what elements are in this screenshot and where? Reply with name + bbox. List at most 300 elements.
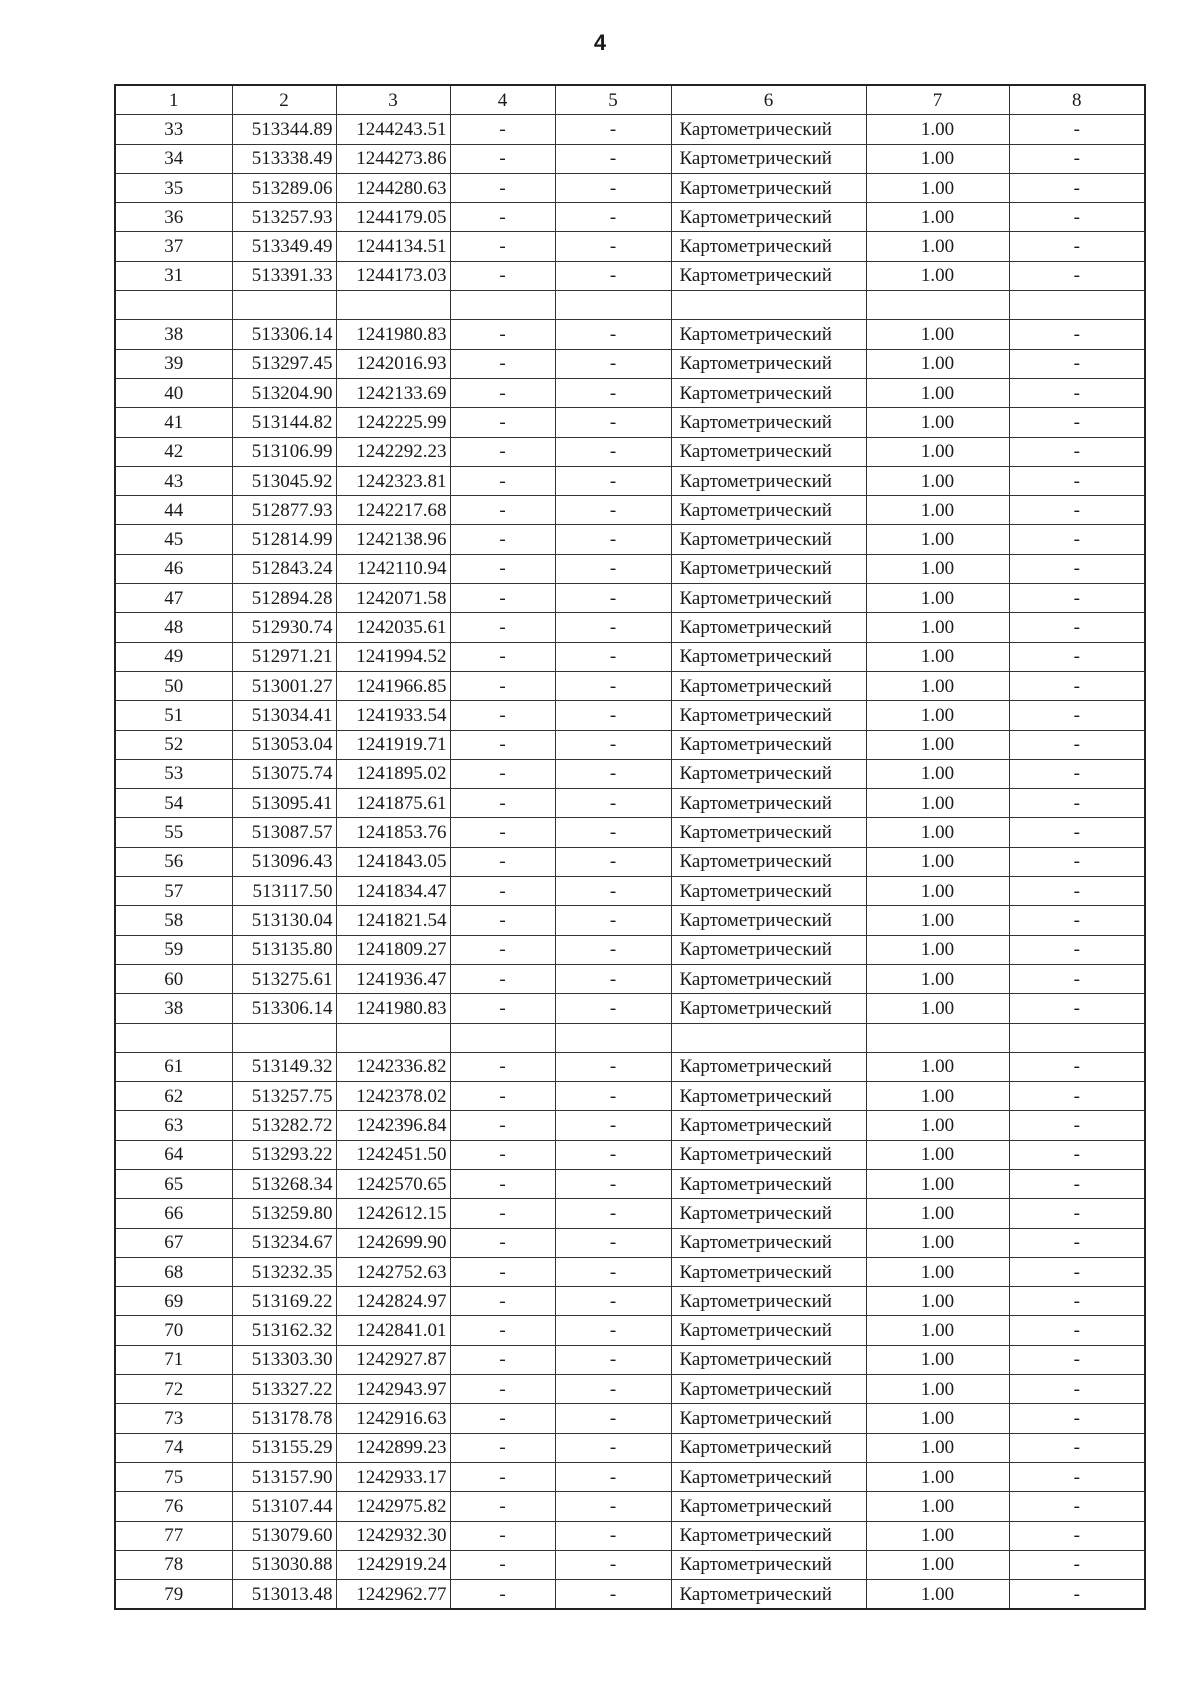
- col4-cell: -: [450, 437, 555, 466]
- accuracy-cell: 1.00: [866, 1052, 1009, 1081]
- table-row: [115, 1228, 1145, 1257]
- point-number-cell: 36: [115, 203, 232, 232]
- col5-cell: -: [555, 847, 671, 876]
- col4-cell: -: [450, 847, 555, 876]
- x-coordinate-cell: 513232.35: [232, 1257, 336, 1286]
- method-cell: Картометрический: [671, 642, 866, 671]
- col4-cell: -: [450, 320, 555, 349]
- col5-cell: -: [555, 671, 671, 700]
- accuracy-cell: 1.00: [866, 671, 1009, 700]
- col8-cell: -: [1009, 1521, 1145, 1550]
- method-cell: Картометрический: [671, 173, 866, 202]
- table-row: [115, 818, 1145, 847]
- x-coordinate-cell: 513135.80: [232, 935, 336, 964]
- col4-cell: -: [450, 671, 555, 700]
- accuracy-cell: 1.00: [866, 789, 1009, 818]
- col8-cell: -: [1009, 496, 1145, 525]
- method-cell: Картометрический: [671, 1199, 866, 1228]
- x-coordinate-cell: 513178.78: [232, 1404, 336, 1433]
- y-coordinate-cell: 1241875.61: [336, 789, 450, 818]
- method-cell: Картометрический: [671, 525, 866, 554]
- method-cell: Картометрический: [671, 1345, 866, 1374]
- method-cell: Картометрический: [671, 671, 866, 700]
- col4-cell: -: [450, 466, 555, 495]
- method-cell: Картометрический: [671, 584, 866, 613]
- method-cell: Картометрический: [671, 349, 866, 378]
- col4-cell: -: [450, 115, 555, 144]
- point-number-cell: 56: [115, 847, 232, 876]
- y-coordinate-cell: 1244243.51: [336, 115, 450, 144]
- accuracy-cell: 1.00: [866, 1433, 1009, 1462]
- accuracy-cell: 1.00: [866, 613, 1009, 642]
- point-number-cell: 67: [115, 1228, 232, 1257]
- y-coordinate-cell: 1242016.93: [336, 349, 450, 378]
- col5-cell: -: [555, 1433, 671, 1462]
- col8-cell: -: [1009, 935, 1145, 964]
- x-coordinate-cell: 513306.14: [232, 320, 336, 349]
- y-coordinate-cell: [336, 291, 450, 320]
- point-number-cell: 46: [115, 554, 232, 583]
- point-number-cell: 65: [115, 1169, 232, 1198]
- table-row: [115, 115, 1145, 144]
- col8-cell: -: [1009, 144, 1145, 173]
- col8-cell: -: [1009, 613, 1145, 642]
- col4-cell: -: [450, 906, 555, 935]
- col5-cell: -: [555, 1375, 671, 1404]
- col4-cell: -: [450, 1169, 555, 1198]
- method-cell: Картометрический: [671, 1082, 866, 1111]
- x-coordinate-cell: 513130.04: [232, 906, 336, 935]
- point-number-cell: 42: [115, 437, 232, 466]
- method-cell: Картометрический: [671, 935, 866, 964]
- col8-cell: -: [1009, 173, 1145, 202]
- accuracy-cell: 1.00: [866, 437, 1009, 466]
- accuracy-cell: 1.00: [866, 1169, 1009, 1198]
- y-coordinate-cell: 1241809.27: [336, 935, 450, 964]
- point-number-cell: 64: [115, 1140, 232, 1169]
- x-coordinate-cell: 513257.93: [232, 203, 336, 232]
- table-row: [115, 232, 1145, 261]
- table-row: [115, 554, 1145, 583]
- point-number-cell: 33: [115, 115, 232, 144]
- col5-cell: -: [555, 232, 671, 261]
- table-row: [115, 496, 1145, 525]
- table-row: [115, 378, 1145, 407]
- y-coordinate-cell: 1242138.96: [336, 525, 450, 554]
- col8-cell: [1009, 1023, 1145, 1052]
- table-row: [115, 1287, 1145, 1316]
- x-coordinate-cell: 513079.60: [232, 1521, 336, 1550]
- accuracy-cell: 1.00: [866, 1082, 1009, 1111]
- col4-cell: -: [450, 1199, 555, 1228]
- accuracy-cell: 1.00: [866, 203, 1009, 232]
- y-coordinate-cell: 1242975.82: [336, 1492, 450, 1521]
- point-number-cell: 62: [115, 1082, 232, 1111]
- col4-cell: -: [450, 877, 555, 906]
- col5-cell: -: [555, 261, 671, 290]
- point-number-cell: 77: [115, 1521, 232, 1550]
- col8-cell: -: [1009, 964, 1145, 993]
- table-row: [115, 730, 1145, 759]
- col4-cell: -: [450, 408, 555, 437]
- col8-cell: -: [1009, 1140, 1145, 1169]
- y-coordinate-cell: 1242612.15: [336, 1199, 450, 1228]
- method-cell: Картометрический: [671, 408, 866, 437]
- accuracy-cell: 1.00: [866, 877, 1009, 906]
- y-coordinate-cell: 1242962.77: [336, 1580, 450, 1610]
- col8-cell: -: [1009, 877, 1145, 906]
- accuracy-cell: 1.00: [866, 906, 1009, 935]
- col4-cell: -: [450, 818, 555, 847]
- point-number-cell: 49: [115, 642, 232, 671]
- x-coordinate-cell: 513075.74: [232, 759, 336, 788]
- col4-cell: -: [450, 994, 555, 1023]
- table-row: [115, 847, 1145, 876]
- col8-cell: -: [1009, 1052, 1145, 1081]
- point-number-cell: 75: [115, 1462, 232, 1491]
- table-row: [115, 1492, 1145, 1521]
- x-coordinate-cell: 513259.80: [232, 1199, 336, 1228]
- point-number-cell: 68: [115, 1257, 232, 1286]
- col8-cell: -: [1009, 1287, 1145, 1316]
- point-number-cell: 79: [115, 1580, 232, 1610]
- col5-cell: -: [555, 1082, 671, 1111]
- method-cell: Картометрический: [671, 1521, 866, 1550]
- col4-cell: -: [450, 1462, 555, 1491]
- col5-cell: -: [555, 203, 671, 232]
- method-cell: Картометрический: [671, 994, 866, 1023]
- table-separator-row: [115, 1023, 1145, 1052]
- col8-cell: -: [1009, 349, 1145, 378]
- col8-cell: -: [1009, 1433, 1145, 1462]
- method-cell: [671, 291, 866, 320]
- method-cell: Картометрический: [671, 554, 866, 583]
- accuracy-cell: 1.00: [866, 584, 1009, 613]
- col4-cell: -: [450, 378, 555, 407]
- col4-cell: -: [450, 1111, 555, 1140]
- col5-cell: -: [555, 437, 671, 466]
- table-row: [115, 1052, 1145, 1081]
- col4-cell: -: [450, 1287, 555, 1316]
- method-cell: Картометрический: [671, 1433, 866, 1462]
- table-row: [115, 203, 1145, 232]
- col5-cell: -: [555, 1462, 671, 1491]
- x-coordinate-cell: 513106.99: [232, 437, 336, 466]
- col4-cell: -: [450, 144, 555, 173]
- col5-cell: -: [555, 1287, 671, 1316]
- table-row: [115, 1404, 1145, 1433]
- point-number-cell: 60: [115, 964, 232, 993]
- col5-cell: -: [555, 1169, 671, 1198]
- table-row: [115, 877, 1145, 906]
- method-cell: Картометрический: [671, 613, 866, 642]
- method-cell: Картометрический: [671, 466, 866, 495]
- method-cell: Картометрический: [671, 847, 866, 876]
- point-number-cell: 35: [115, 173, 232, 202]
- point-number-cell: 31: [115, 261, 232, 290]
- method-cell: Картометрический: [671, 1492, 866, 1521]
- point-number-cell: 50: [115, 671, 232, 700]
- col4-cell: -: [450, 1140, 555, 1169]
- col5-cell: -: [555, 1345, 671, 1374]
- accuracy-cell: 1.00: [866, 730, 1009, 759]
- accuracy-cell: 1.00: [866, 496, 1009, 525]
- col8-cell: -: [1009, 1111, 1145, 1140]
- y-coordinate-cell: 1242943.97: [336, 1375, 450, 1404]
- x-coordinate-cell: 513169.22: [232, 1287, 336, 1316]
- header-cell: 1: [115, 85, 232, 115]
- header-cell: 4: [450, 85, 555, 115]
- x-coordinate-cell: 512843.24: [232, 554, 336, 583]
- x-coordinate-cell: 512971.21: [232, 642, 336, 671]
- col8-cell: -: [1009, 730, 1145, 759]
- accuracy-cell: 1.00: [866, 1228, 1009, 1257]
- header-cell: 6: [671, 85, 866, 115]
- method-cell: Картометрический: [671, 1550, 866, 1579]
- accuracy-cell: 1.00: [866, 847, 1009, 876]
- col5-cell: -: [555, 144, 671, 173]
- col5-cell: -: [555, 525, 671, 554]
- col5-cell: -: [555, 730, 671, 759]
- table-row: [115, 144, 1145, 173]
- accuracy-cell: 1.00: [866, 554, 1009, 583]
- col4-cell: [450, 291, 555, 320]
- method-cell: Картометрический: [671, 203, 866, 232]
- accuracy-cell: 1.00: [866, 1404, 1009, 1433]
- col8-cell: -: [1009, 1375, 1145, 1404]
- col5-cell: -: [555, 994, 671, 1023]
- y-coordinate-cell: 1242699.90: [336, 1228, 450, 1257]
- col5-cell: -: [555, 1199, 671, 1228]
- col4-cell: -: [450, 1580, 555, 1610]
- accuracy-cell: 1.00: [866, 1111, 1009, 1140]
- table-row: [115, 408, 1145, 437]
- table-row: [115, 1521, 1145, 1550]
- accuracy-cell: 1.00: [866, 1140, 1009, 1169]
- point-number-cell: 40: [115, 378, 232, 407]
- col5-cell: -: [555, 173, 671, 202]
- col5-cell: -: [555, 1492, 671, 1521]
- method-cell: Картометрический: [671, 1580, 866, 1610]
- accuracy-cell: 1.00: [866, 1375, 1009, 1404]
- table-row: [115, 789, 1145, 818]
- col4-cell: -: [450, 349, 555, 378]
- table-row: [115, 320, 1145, 349]
- table-body: [115, 115, 1145, 1610]
- col4-cell: -: [450, 759, 555, 788]
- y-coordinate-cell: 1242292.23: [336, 437, 450, 466]
- col8-cell: -: [1009, 1345, 1145, 1374]
- col5-cell: -: [555, 759, 671, 788]
- col4-cell: -: [450, 1550, 555, 1579]
- y-coordinate-cell: 1242133.69: [336, 378, 450, 407]
- point-number-cell: 39: [115, 349, 232, 378]
- col5-cell: -: [555, 1580, 671, 1610]
- method-cell: Картометрический: [671, 701, 866, 730]
- point-number-cell: 38: [115, 994, 232, 1023]
- header-cell: 2: [232, 85, 336, 115]
- col8-cell: -: [1009, 408, 1145, 437]
- table-row: [115, 1375, 1145, 1404]
- col4-cell: -: [450, 496, 555, 525]
- accuracy-cell: 1.00: [866, 408, 1009, 437]
- col4-cell: -: [450, 1082, 555, 1111]
- table-row: [115, 1140, 1145, 1169]
- table-row: [115, 261, 1145, 290]
- col5-cell: -: [555, 789, 671, 818]
- y-coordinate-cell: 1242927.87: [336, 1345, 450, 1374]
- col8-cell: -: [1009, 261, 1145, 290]
- table-row: [115, 1580, 1145, 1610]
- col5-cell: -: [555, 584, 671, 613]
- x-coordinate-cell: 513268.34: [232, 1169, 336, 1198]
- x-coordinate-cell: 513117.50: [232, 877, 336, 906]
- col8-cell: -: [1009, 1082, 1145, 1111]
- y-coordinate-cell: 1242451.50: [336, 1140, 450, 1169]
- col8-cell: -: [1009, 378, 1145, 407]
- x-coordinate-cell: 512814.99: [232, 525, 336, 554]
- header-cell: 7: [866, 85, 1009, 115]
- y-coordinate-cell: 1241980.83: [336, 994, 450, 1023]
- point-number-cell: 47: [115, 584, 232, 613]
- point-number-cell: 34: [115, 144, 232, 173]
- accuracy-cell: 1.00: [866, 1345, 1009, 1374]
- col5-cell: -: [555, 964, 671, 993]
- col8-cell: -: [1009, 818, 1145, 847]
- x-coordinate-cell: 513095.41: [232, 789, 336, 818]
- y-coordinate-cell: 1242035.61: [336, 613, 450, 642]
- accuracy-cell: 1.00: [866, 701, 1009, 730]
- accuracy-cell: 1.00: [866, 1462, 1009, 1491]
- y-coordinate-cell: 1242396.84: [336, 1111, 450, 1140]
- col8-cell: -: [1009, 1199, 1145, 1228]
- col4-cell: -: [450, 1521, 555, 1550]
- col5-cell: -: [555, 642, 671, 671]
- point-number-cell: 76: [115, 1492, 232, 1521]
- col4-cell: -: [450, 964, 555, 993]
- page-number: 4: [593, 30, 607, 55]
- col5-cell: -: [555, 320, 671, 349]
- table-row: [115, 584, 1145, 613]
- x-coordinate-cell: 513327.22: [232, 1375, 336, 1404]
- method-cell: Картометрический: [671, 1287, 866, 1316]
- method-cell: Картометрический: [671, 1111, 866, 1140]
- accuracy-cell: 1.00: [866, 1199, 1009, 1228]
- table-row: [115, 437, 1145, 466]
- table-header-row: [115, 85, 1145, 115]
- accuracy-cell: [866, 291, 1009, 320]
- point-number-cell: 69: [115, 1287, 232, 1316]
- y-coordinate-cell: 1242916.63: [336, 1404, 450, 1433]
- col5-cell: -: [555, 935, 671, 964]
- point-number-cell: 38: [115, 320, 232, 349]
- col4-cell: [450, 1023, 555, 1052]
- point-number-cell: 74: [115, 1433, 232, 1462]
- col5-cell: -: [555, 349, 671, 378]
- col4-cell: -: [450, 642, 555, 671]
- y-coordinate-cell: [336, 1023, 450, 1052]
- table-row: [115, 466, 1145, 495]
- accuracy-cell: 1.00: [866, 759, 1009, 788]
- col8-cell: -: [1009, 789, 1145, 818]
- table-row: [115, 759, 1145, 788]
- accuracy-cell: [866, 1023, 1009, 1052]
- x-coordinate-cell: 513344.89: [232, 115, 336, 144]
- y-coordinate-cell: 1244280.63: [336, 173, 450, 202]
- table-row: [115, 642, 1145, 671]
- table-row: [115, 1345, 1145, 1374]
- point-number-cell: 51: [115, 701, 232, 730]
- col4-cell: -: [450, 554, 555, 583]
- table-row: [115, 1111, 1145, 1140]
- method-cell: Картометрический: [671, 759, 866, 788]
- method-cell: Картометрический: [671, 877, 866, 906]
- accuracy-cell: 1.00: [866, 1257, 1009, 1286]
- x-coordinate-cell: 513001.27: [232, 671, 336, 700]
- col4-cell: -: [450, 730, 555, 759]
- y-coordinate-cell: 1241895.02: [336, 759, 450, 788]
- col8-cell: -: [1009, 320, 1145, 349]
- point-number-cell: 52: [115, 730, 232, 759]
- col8-cell: -: [1009, 1492, 1145, 1521]
- point-number-cell: 70: [115, 1316, 232, 1345]
- accuracy-cell: 1.00: [866, 525, 1009, 554]
- y-coordinate-cell: 1241853.76: [336, 818, 450, 847]
- accuracy-cell: 1.00: [866, 1550, 1009, 1579]
- x-coordinate-cell: 513282.72: [232, 1111, 336, 1140]
- y-coordinate-cell: 1241980.83: [336, 320, 450, 349]
- table-row: [115, 349, 1145, 378]
- point-number-cell: 41: [115, 408, 232, 437]
- method-cell: Картометрический: [671, 964, 866, 993]
- col5-cell: -: [555, 554, 671, 583]
- col5-cell: -: [555, 1140, 671, 1169]
- point-number-cell: 45: [115, 525, 232, 554]
- col8-cell: -: [1009, 1580, 1145, 1610]
- x-coordinate-cell: [232, 1023, 336, 1052]
- col5-cell: -: [555, 818, 671, 847]
- col5-cell: -: [555, 466, 671, 495]
- point-number-cell: 57: [115, 877, 232, 906]
- col5-cell: -: [555, 906, 671, 935]
- table-row: [115, 1257, 1145, 1286]
- y-coordinate-cell: 1242225.99: [336, 408, 450, 437]
- y-coordinate-cell: 1242899.23: [336, 1433, 450, 1462]
- table-row: [115, 1316, 1145, 1345]
- method-cell: Картометрический: [671, 1316, 866, 1345]
- col4-cell: -: [450, 1404, 555, 1433]
- col4-cell: -: [450, 1492, 555, 1521]
- col4-cell: -: [450, 789, 555, 818]
- col5-cell: -: [555, 496, 671, 525]
- col4-cell: -: [450, 173, 555, 202]
- y-coordinate-cell: 1241843.05: [336, 847, 450, 876]
- col5-cell: -: [555, 1228, 671, 1257]
- accuracy-cell: 1.00: [866, 642, 1009, 671]
- x-coordinate-cell: 513155.29: [232, 1433, 336, 1462]
- accuracy-cell: 1.00: [866, 1521, 1009, 1550]
- col5-cell: -: [555, 1550, 671, 1579]
- point-number-cell: 58: [115, 906, 232, 935]
- x-coordinate-cell: 513157.90: [232, 1462, 336, 1491]
- accuracy-cell: 1.00: [866, 1492, 1009, 1521]
- col5-cell: [555, 291, 671, 320]
- col8-cell: -: [1009, 466, 1145, 495]
- x-coordinate-cell: 513306.14: [232, 994, 336, 1023]
- point-number-cell: 78: [115, 1550, 232, 1579]
- col8-cell: -: [1009, 437, 1145, 466]
- y-coordinate-cell: 1242752.63: [336, 1257, 450, 1286]
